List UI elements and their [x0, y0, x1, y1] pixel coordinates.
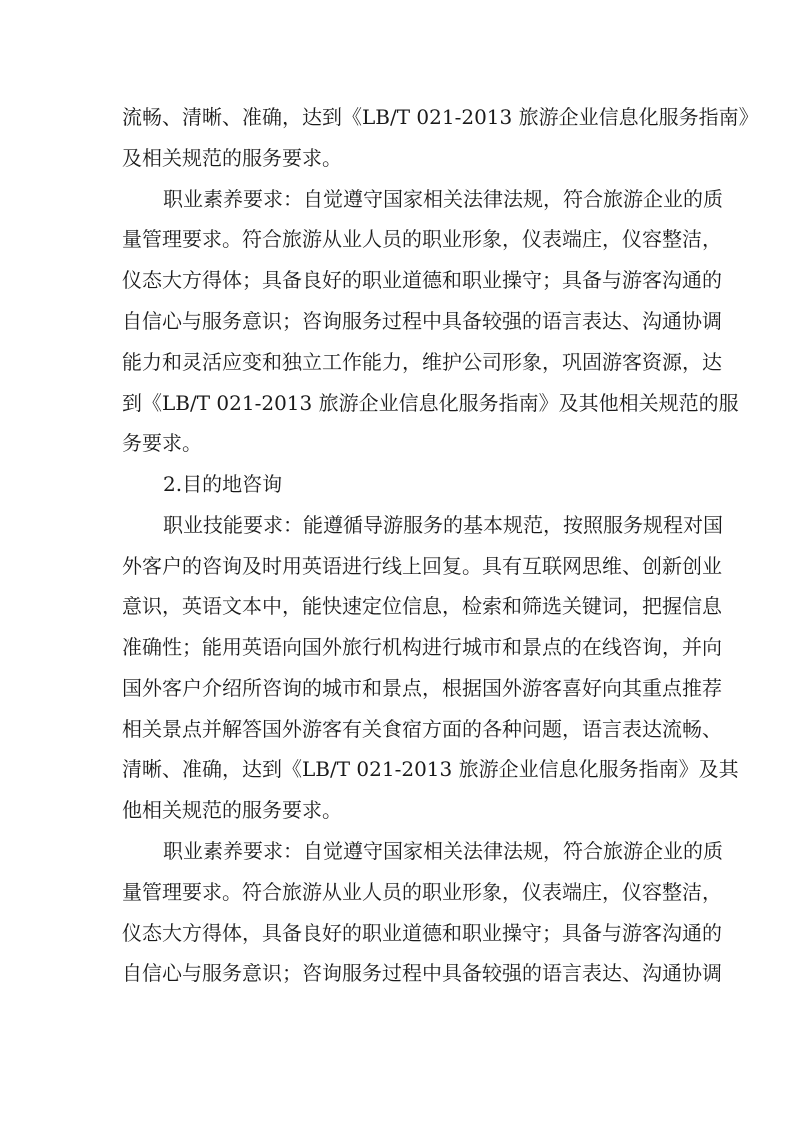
text-line: 到《LB/T 021-2013 旅游企业信息化服务指南》及其他相关规范的服 — [122, 391, 739, 415]
paragraph-start-line: 职业素养要求：自觉遵守国家相关法律法规，符合旅游企业的质 — [163, 839, 723, 863]
text-line: 国外客户介绍所咨询的城市和景点，根据国外游客喜好向其重点推荐 — [122, 676, 722, 700]
text-line: 量管理要求。符合旅游从业人员的职业形象，仪表端庄，仪容整洁， — [122, 227, 722, 251]
text-line: 清晰、准确，达到《LB/T 021-2013 旅游企业信息化服务指南》及其 — [122, 757, 739, 781]
text-line: 流畅、清晰、准确，达到《LB/T 021-2013 旅游企业信息化服务指南》 — [122, 105, 759, 129]
text-line: 意识，英语文本中，能快速定位信息，检索和筛选关键词，把握信息 — [122, 594, 722, 618]
text-line: 务要求。 — [122, 431, 202, 455]
text-line: 仪态大方得体；具备良好的职业道德和职业操守；具备与游客沟通的 — [122, 268, 722, 292]
section-heading: 2.目的地咨询 — [163, 472, 283, 496]
text-line: 量管理要求。符合旅游从业人员的职业形象，仪表端庄，仪容整洁， — [122, 880, 722, 904]
text-line: 他相关规范的服务要求。 — [122, 798, 342, 822]
paragraph-start-line: 职业素养要求：自觉遵守国家相关法律法规，符合旅游企业的质 — [163, 187, 723, 211]
text-line: 准确性；能用英语向国外旅行机构进行城市和景点的在线咨询，并向 — [122, 635, 722, 659]
paragraph-start-line: 职业技能要求：能遵循导游服务的基本规范，按照服务规程对国 — [163, 513, 723, 537]
text-line: 相关景点并解答国外游客有关食宿方面的各种问题，语言表达流畅、 — [122, 717, 722, 741]
text-line: 仪态大方得体，具备良好的职业道德和职业操守；具备与游客沟通的 — [122, 921, 722, 945]
text-line: 外客户的咨询及时用英语进行线上回复。具有互联网思维、创新创业 — [122, 554, 722, 578]
text-line: 及相关规范的服务要求。 — [122, 146, 342, 170]
text-line: 自信心与服务意识；咨询服务过程中具备较强的语言表达、沟通协调 — [122, 961, 722, 985]
text-line: 自信心与服务意识；咨询服务过程中具备较强的语言表达、沟通协调 — [122, 309, 722, 333]
text-line: 能力和灵活应变和独立工作能力，维护公司形象，巩固游客资源，达 — [122, 350, 722, 374]
